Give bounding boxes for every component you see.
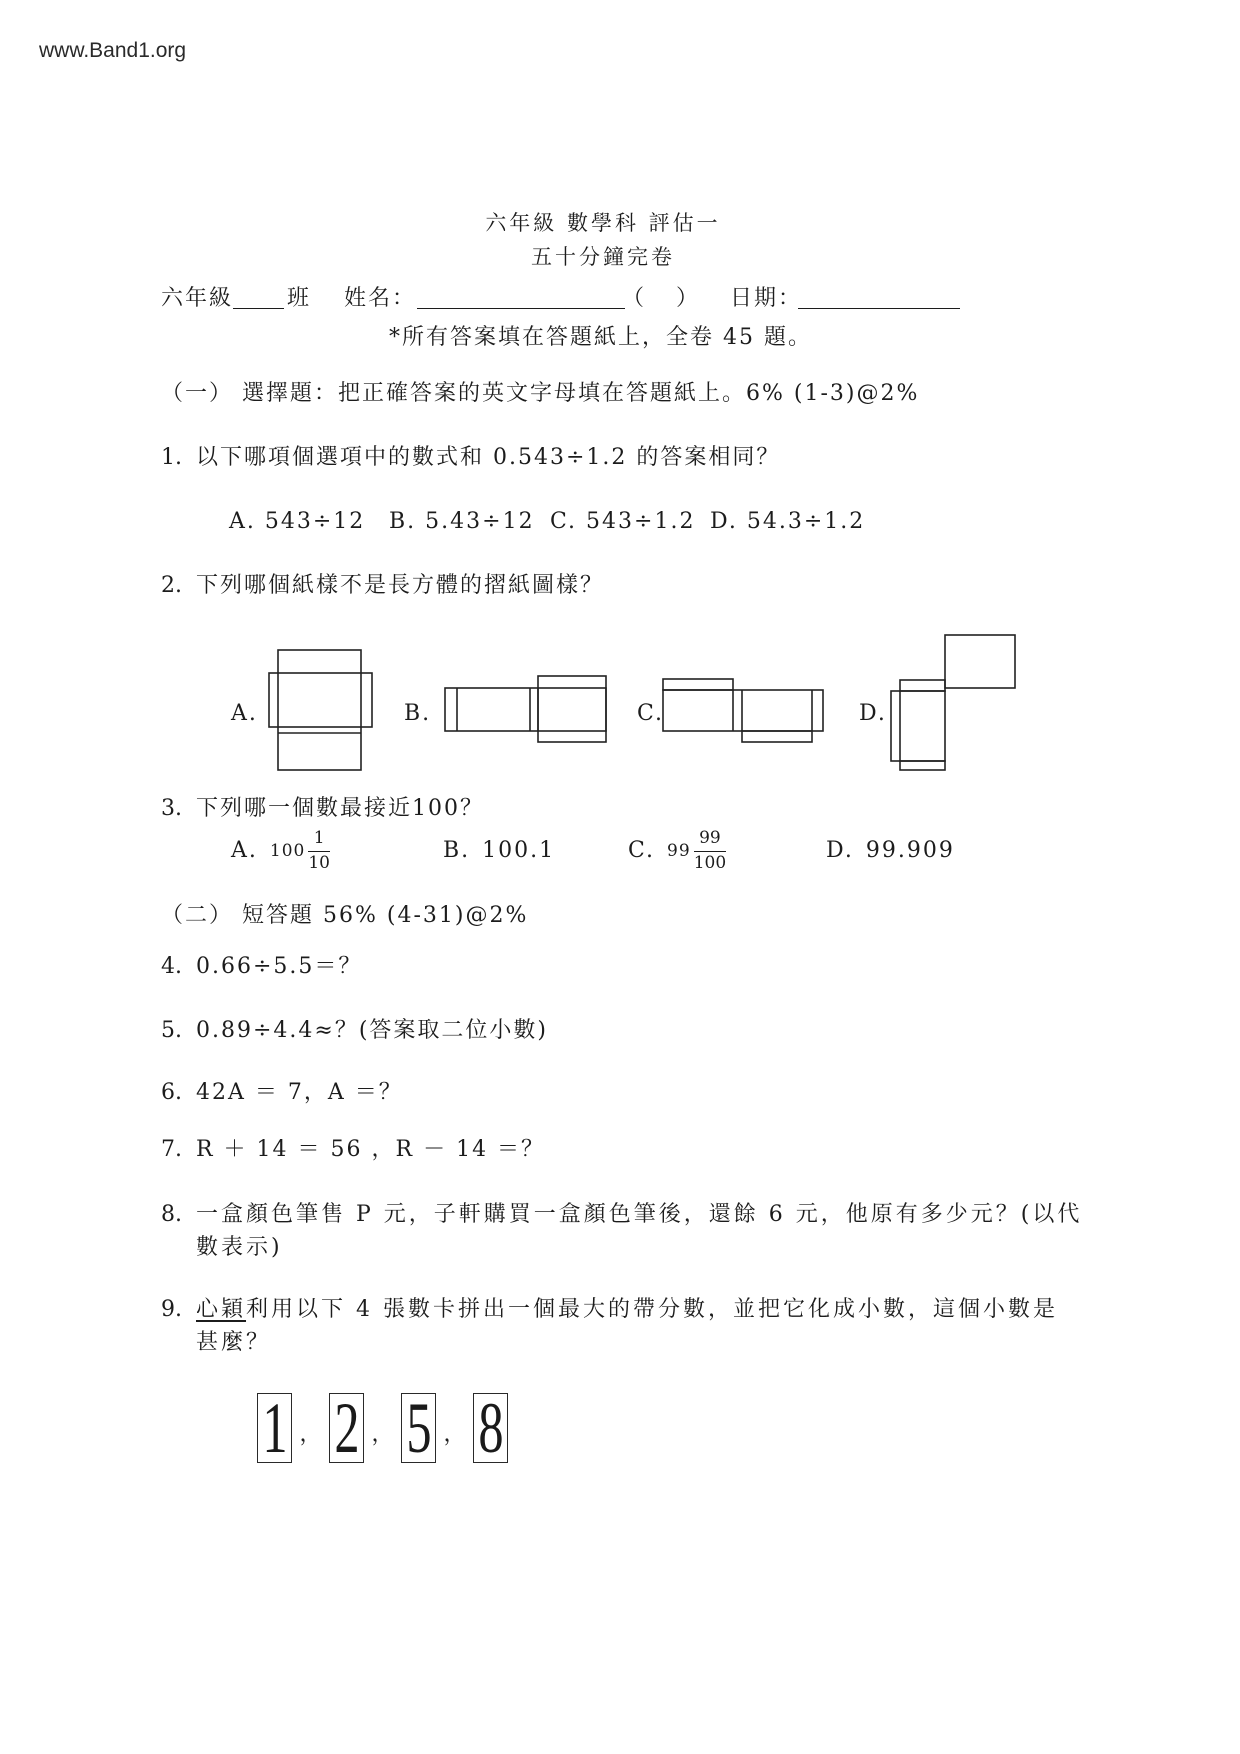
card-digit: 2 [333, 1393, 360, 1463]
card-separator: ， [443, 1422, 466, 1447]
question-number: 6. [161, 1080, 182, 1105]
card-digit: 8 [477, 1393, 504, 1463]
number-cards [257, 1393, 508, 1463]
question-text: 下列哪一個數最接近100？ [196, 796, 484, 821]
student-name-underlined: 心穎 [196, 1297, 247, 1322]
question-text-line-1: 利用以下 4 張數卡拼出一個最大的帶分數，並把它化成小數，這個小數是 [246, 1297, 1059, 1322]
question-number: 7. [161, 1137, 182, 1162]
option-label: B. [443, 838, 471, 863]
class-blank-line [233, 284, 284, 309]
option-label: A. [231, 838, 258, 863]
question-text: 0.66÷5.5＝？ [196, 954, 363, 979]
q1-option-a: A. 543÷12 [229, 509, 366, 534]
question-number: 8. [161, 1202, 182, 1227]
question-5 [161, 1017, 548, 1045]
card-separator: ， [299, 1422, 322, 1447]
fraction-denominator: 100 [693, 853, 727, 873]
q2-figure-label-c: C. [637, 701, 665, 726]
net-a-side-band [269, 673, 372, 727]
option-value: 100.1 [482, 838, 556, 863]
class-label: 班 [287, 286, 312, 311]
question-text: 42A ＝ 7，A ＝？ [196, 1080, 403, 1105]
net-d [891, 635, 1015, 770]
net-b-strip [445, 688, 606, 731]
net-a-column [278, 650, 361, 770]
q1-option-b: B. 5.43÷12 [389, 509, 535, 534]
q3-option-b [443, 826, 555, 876]
fraction-bar [694, 851, 726, 852]
net-d-bottom-flap [900, 761, 945, 770]
q3-option-a [231, 826, 330, 876]
question-text: 0.89÷4.4≈？(答案取二位小數) [196, 1018, 549, 1043]
q3-option-c [628, 826, 726, 876]
question-2 [161, 572, 604, 600]
section-1-heading: （一） 選擇題：把正確答案的英文字母填在答題紙上。6% (1-3)@2% [161, 381, 920, 406]
option-label: C. [628, 838, 656, 863]
q1-option-d: D. 54.3÷1.2 [710, 509, 866, 534]
number-card [329, 1393, 364, 1463]
net-c [663, 679, 823, 742]
question-9 [161, 1296, 1058, 1324]
q2-figure-label-d: D. [859, 701, 887, 726]
date-blank-line [798, 284, 960, 309]
question-9-line-2: 甚麼？ [196, 1330, 272, 1355]
card-digit: 1 [261, 1393, 288, 1463]
question-1 [161, 444, 780, 472]
card-separator: ， [371, 1422, 394, 1447]
option-label: D. [826, 838, 854, 863]
question-text: 以下哪項個選項中的數式和 0.543÷1.2 的答案相同？ [196, 445, 781, 470]
section-2-heading: （二） 短答題 56% (4-31)@2% [161, 903, 529, 928]
fraction-numerator: 99 [699, 828, 721, 848]
question-4 [161, 953, 362, 981]
question-8-line-2: 數表示) [196, 1235, 283, 1260]
net-c-bottom-flap [742, 731, 812, 742]
number-card [401, 1393, 436, 1463]
q2-nets-figure [0, 620, 1240, 790]
question-text-line-1: 一盒顏色筆售 P 元，子軒購買一盒顏色筆後，還餘 6 元，他原有多少元？(以代 [196, 1202, 1083, 1227]
exam-title: 六年級 數學科 評估一 [485, 211, 721, 235]
fraction [694, 829, 726, 873]
card-digit: 5 [405, 1393, 432, 1463]
number-card [257, 1393, 292, 1463]
question-number: 1. [161, 445, 182, 470]
question-text: R ＋ 14 ＝ 56 ，R － 14 ＝？ [196, 1137, 546, 1162]
question-number: 2. [161, 573, 182, 598]
site-watermark: www.Band1.org [39, 39, 187, 62]
mixed-number-whole: 99 [667, 841, 691, 861]
net-a [269, 650, 372, 770]
fraction-numerator: 1 [313, 828, 325, 848]
q2-figure-label-b: B. [404, 701, 432, 726]
q2-figure-label-a: A. [231, 701, 258, 726]
net-c-strip [663, 690, 823, 731]
net-b [445, 676, 606, 742]
question-6 [161, 1079, 403, 1107]
name-label: 姓名： [344, 286, 417, 311]
question-number: 9. [161, 1297, 182, 1322]
mixed-number-whole: 100 [269, 841, 306, 861]
question-8 [161, 1201, 1082, 1229]
question-number: 3. [161, 796, 182, 821]
student-number-paren-close: ） [676, 286, 701, 311]
option-value: 99.909 [865, 838, 955, 863]
grade-label: 六年級 [161, 286, 234, 311]
question-3 [161, 795, 484, 823]
date-label: 日期： [730, 286, 803, 311]
exam-duration: 五十分鐘完卷 [531, 245, 675, 269]
number-card [473, 1393, 508, 1463]
net-d-main-face [891, 691, 945, 761]
q1-option-c: C. 543÷1.2 [550, 509, 696, 534]
fraction [308, 829, 330, 873]
q3-option-d [826, 826, 955, 876]
name-blank-line [417, 284, 625, 309]
net-b-flap-face [538, 676, 606, 742]
student-number-paren-open: （ [622, 286, 647, 311]
answer-instruction: *所有答案填在答題紙上，全卷 45 題。 [389, 325, 812, 350]
question-number: 4. [161, 954, 182, 979]
question-7 [161, 1136, 545, 1164]
net-d-top-square [945, 635, 1015, 688]
question-text: 下列哪個紙樣不是長方體的摺紙圖樣？ [196, 573, 605, 598]
net-d-top-flap [900, 680, 945, 691]
net-c-top-flap [663, 679, 733, 690]
question-number: 5. [161, 1018, 182, 1043]
fraction-denominator: 10 [308, 853, 330, 873]
fraction-bar [308, 851, 330, 852]
